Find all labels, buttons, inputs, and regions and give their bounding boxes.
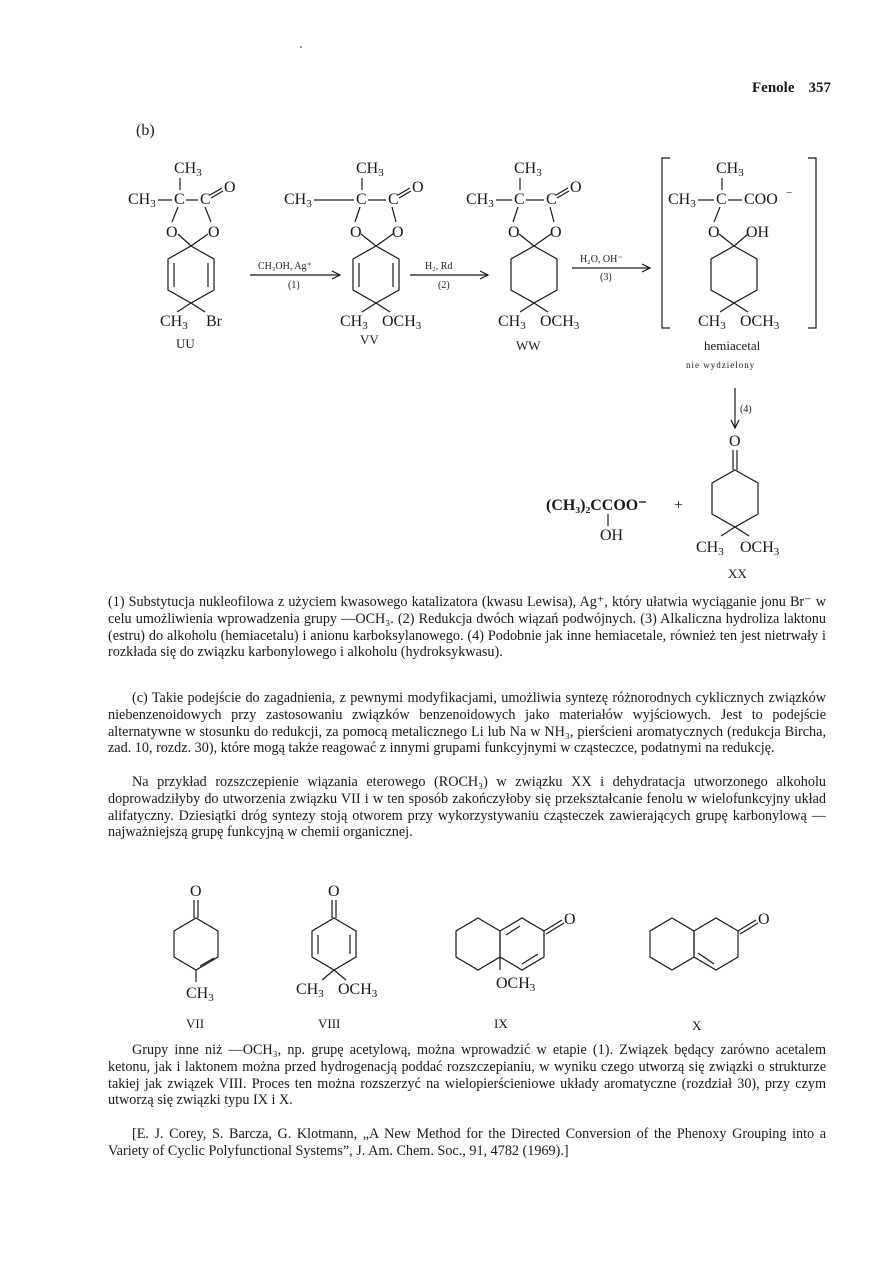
vv-ch3-left: CH3 bbox=[284, 191, 312, 210]
ix-label: IX bbox=[494, 1016, 508, 1030]
arrow2-reagent: H₂, Rd bbox=[425, 261, 453, 272]
compound-vv bbox=[284, 160, 424, 347]
hemi-o: O bbox=[708, 224, 720, 241]
viii-ch3: CH3 bbox=[296, 981, 324, 1000]
byproduct-formula: (CH₃)₂CCOO⁻ bbox=[546, 497, 647, 514]
paragraph-c-text: (c) Takie podejście do zagadnienia, z pewnymi modyfikacjami, umożliwia syntezę różnorodnych cyklicznych związków niebenzenoidowych przy zastosowaniu związków benzenoidowych jako materiałów wyjściowych. Jest to podejście alternatywne w stosunku do redukcji, za pomocą metalicznego Li lub Na w NH₃, pierścieni aromatycznych (redukcja Bircha, zad. 10, rozdz. 30), które mogą także reagować z innymi grupami funkcyjnymi w cząsteczce, podatnymi na redukcję. bbox=[108, 690, 826, 757]
ix-o: O bbox=[564, 911, 576, 928]
hemi-och3: OCH3 bbox=[740, 313, 780, 332]
steps-explanation: (1) Substytucja nukleofilowa z użyciem kwasowego katalizatora (kwasu Lewisa), Ag⁺, który ułatwia wyciąganie jonu Br⁻ w celu umożliwienia wprowadzenia grupy —OCH₃. (2) Redukcja dwóch wiązań podwójnych. (3) Alkaliczna hydroliza laktonu (estru) do alkoholu (hemiacetalu) i anionu karboksylanowego. (4) Podobnie jak inne hemiacetale, również ten jest nietrwały i rozkłada się do związku karbonylowego i alkoholu (hydroksykwasu). bbox=[108, 594, 826, 661]
uu-ch3-bottom: CH3 bbox=[160, 313, 188, 332]
hemi-ch3-top: CH3 bbox=[716, 160, 744, 179]
compound-vii bbox=[174, 883, 218, 1030]
vv-o2: O bbox=[392, 224, 404, 241]
paragraph-groups-text: Grupy inne niż —OCH₃, np. grupę acetylową, można wprowadzić w etapie (1). Związek będący zarówno acetalem ketonu, jak i laktonem można przed hydrogenacją poddać rozszczepianiu, w wyniku czego utworzą się związki o strukturze takiej jak związek VIII. Proces ten można rozszerzyć na wielopierścieniowe układy aromatyczne (rozdział 30), przy czym utworzą się związki typu IX i X. bbox=[108, 1042, 826, 1109]
paragraph-steps bbox=[108, 594, 826, 661]
arrow2-step: (2) bbox=[438, 280, 450, 291]
viii-och3: OCH3 bbox=[338, 981, 378, 1000]
xx-o: O bbox=[729, 433, 741, 450]
xx-ch3: CH3 bbox=[696, 539, 724, 558]
paragraph-example-text: Na przykład rozszczepienie wiązania eterowego (ROCH₃) w związku XX i dehydratacja utworzonego alkoholu doprowadziłyby do utworzenia związku VII i w ten sposób zakończyłoby się przekształcanie fenolu w wielofunkcyjny układ alifatyczny. Dziesiątki dróg syntezy stoją otworem przy wykorzystywaniu cząsteczek zawierających grupę karbonylową — najważniejszą grupę funkcyjną w chemii organicznej. bbox=[108, 774, 826, 841]
vii-o: O bbox=[190, 883, 202, 900]
uu-br: Br bbox=[206, 313, 222, 330]
ww-o1: O bbox=[508, 224, 520, 241]
vii-ch3: CH3 bbox=[186, 985, 214, 1004]
speck bbox=[300, 46, 302, 48]
paragraph-reference bbox=[108, 1126, 826, 1160]
bracket-right bbox=[808, 158, 816, 328]
ix-och3: OCH3 bbox=[496, 975, 536, 994]
reference-citation: [E. J. Corey, S. Barcza, G. Klotmann, „A New Method for the Directed Conversion of the Phenoxy Grouping into a Variety of Cyclic Polyfunctional Systems”, J. Am. Chem. Soc., 91, 4782 (1969).] bbox=[108, 1126, 826, 1159]
arrow-step-1 bbox=[250, 261, 340, 291]
vv-carbonyl-o: O bbox=[412, 179, 424, 196]
paragraph-c bbox=[108, 690, 826, 757]
arrow-step-3 bbox=[572, 254, 650, 283]
uu-carbonyl-o: O bbox=[224, 179, 236, 196]
arrow-step-2 bbox=[410, 261, 488, 291]
compound-x bbox=[650, 911, 770, 1030]
xx-och3: OCH3 bbox=[740, 539, 780, 558]
header-section: Fenole bbox=[752, 80, 795, 96]
vv-ch3-bottom: CH3 bbox=[340, 313, 368, 332]
arrow1-step: (1) bbox=[288, 280, 300, 291]
vv-o1: O bbox=[350, 224, 362, 241]
vv-c2: C bbox=[388, 191, 399, 208]
compound-xx bbox=[696, 433, 780, 580]
compound-ww bbox=[466, 160, 582, 353]
ww-c: C bbox=[514, 191, 525, 208]
compound-uu bbox=[128, 160, 236, 351]
uu-c: C bbox=[174, 191, 185, 208]
vii-label: VII bbox=[186, 1016, 205, 1030]
vv-och3: OCH3 bbox=[382, 313, 422, 332]
arrow1-reagent: CH₃OH, Ag⁺ bbox=[258, 261, 312, 272]
compound-hemiacetal bbox=[668, 160, 792, 370]
arrow3-step: (3) bbox=[600, 272, 612, 283]
uu-o1: O bbox=[166, 224, 178, 241]
ww-ch3-left: CH3 bbox=[466, 191, 494, 210]
x-o: O bbox=[758, 911, 770, 928]
vv-ch3-top: CH3 bbox=[356, 160, 384, 179]
arrow3-reagent: H₂O, OH⁻ bbox=[580, 254, 623, 265]
uu-ch3-left: CH3 bbox=[128, 191, 156, 210]
uu-o2: O bbox=[208, 224, 220, 241]
ww-ch3-top: CH3 bbox=[514, 160, 542, 179]
bracket-left bbox=[662, 158, 670, 328]
uu-label: UU bbox=[176, 336, 195, 351]
hemi-ch3-bottom: CH3 bbox=[698, 313, 726, 332]
hemiacetal-label: hemiacetal bbox=[704, 338, 761, 353]
byproduct bbox=[546, 497, 683, 544]
reaction-scheme bbox=[0, 140, 893, 580]
hemi-coo: COO bbox=[744, 191, 778, 208]
uu-c2: C bbox=[200, 191, 211, 208]
ww-c2: C bbox=[546, 191, 557, 208]
uu-ch3-top: CH3 bbox=[174, 160, 202, 179]
paragraph-example bbox=[108, 774, 826, 841]
xx-label: XX bbox=[728, 566, 747, 580]
ww-ch3-bottom: CH3 bbox=[498, 313, 526, 332]
product-structures bbox=[0, 880, 893, 1030]
scheme-label: (b) bbox=[136, 122, 155, 139]
hemi-ch3-left: CH3 bbox=[668, 191, 696, 210]
plus-sign: + bbox=[674, 497, 684, 514]
compound-ix bbox=[456, 911, 576, 1030]
viii-o: O bbox=[328, 883, 340, 900]
compound-viii bbox=[296, 883, 378, 1030]
ww-och3: OCH3 bbox=[540, 313, 580, 332]
hemiacetal-note: nie wydzielony bbox=[686, 360, 756, 370]
vv-label: VV bbox=[360, 332, 379, 347]
running-header bbox=[752, 80, 831, 97]
hemi-oh: OH bbox=[746, 224, 770, 241]
hemi-c: C bbox=[716, 191, 727, 208]
byproduct-oh: OH bbox=[600, 527, 624, 544]
arrow-step-4 bbox=[731, 388, 752, 428]
paragraph-groups bbox=[108, 1042, 826, 1109]
ww-label: WW bbox=[516, 338, 541, 353]
hemi-coo-minus: − bbox=[786, 187, 793, 199]
viii-label: VIII bbox=[318, 1016, 341, 1030]
ww-carbonyl-o: O bbox=[570, 179, 582, 196]
header-page-number: 357 bbox=[808, 80, 831, 96]
x-label: X bbox=[692, 1018, 702, 1030]
arrow4-step: (4) bbox=[740, 404, 752, 415]
ww-o2: O bbox=[550, 224, 562, 241]
vv-c: C bbox=[356, 191, 367, 208]
